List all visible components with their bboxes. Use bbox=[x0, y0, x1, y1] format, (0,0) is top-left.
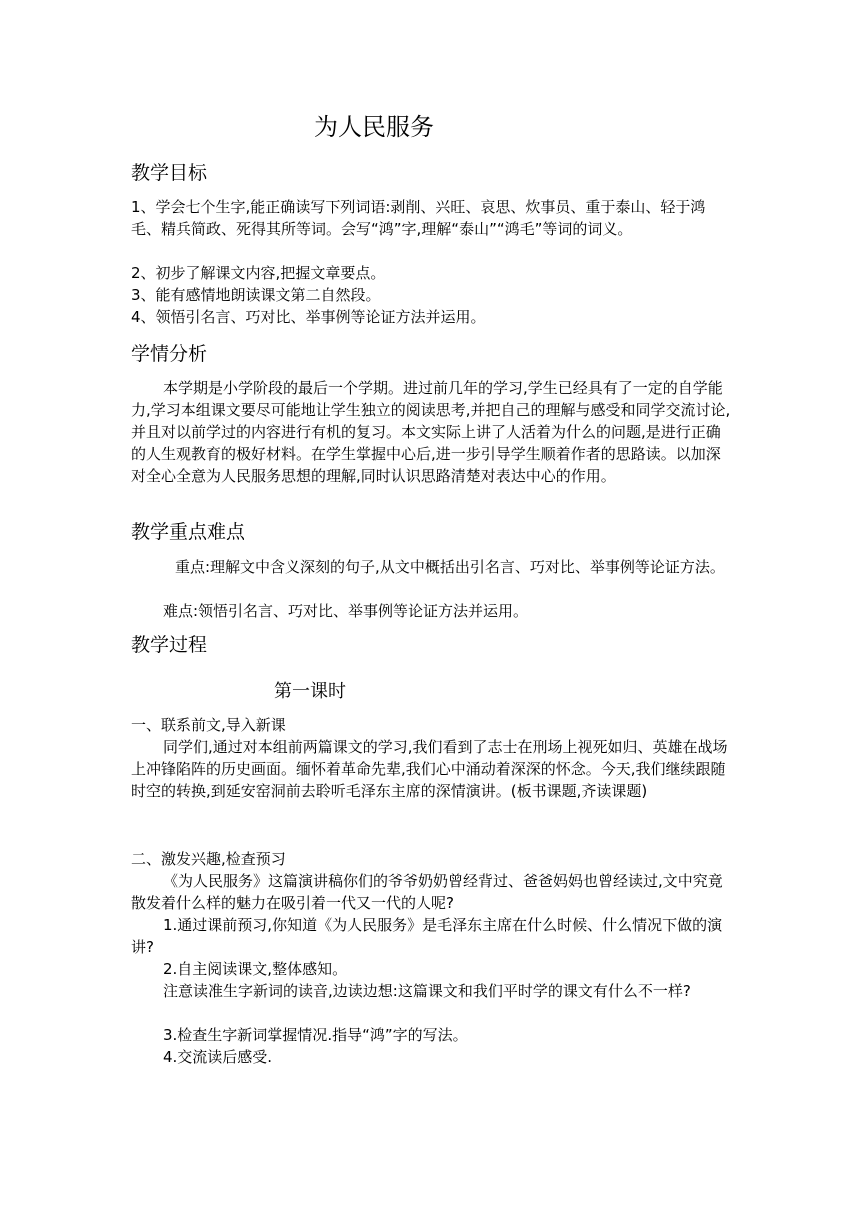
question-3: 3.检查生字新词掌握情况.指导“鸿”字的写法。 bbox=[163, 1026, 468, 1044]
question-1: 1.通过课前预习,你知道《为人民服务》是毛泽东主席在什么时候、什么情况下做的演讲? bbox=[131, 916, 723, 956]
step1-title: 一、联系前文,导入新课 bbox=[131, 716, 286, 734]
step2-title: 二、激发兴趣,检查预习 bbox=[131, 850, 286, 868]
step1-paragraph: 同学们,通过对本组前两篇课文的学习,我们看到了志士在刑场上视死如归、英雄在战场上冲锋陷阵的历史画面。缅怀着革命先辈,我们心中涌动着深深的怀念。今天,我们继续跟随时空的转换,到延安窑洞前去聆听毛泽东主席的深情演讲。(板书课题,齐读课题) bbox=[131, 738, 728, 800]
question-2-note: 注意读准生字新词的读音,边读边想:这篇课文和我们平时学的课文有什么不一样? bbox=[163, 982, 691, 1000]
heading-key-points: 教学重点难点 bbox=[131, 521, 246, 543]
question-2: 2.自主阅读课文,整体感知。 bbox=[163, 960, 348, 978]
focus-paragraph: 重点:理解文中含义深刻的句子,从文中概括出引名言、巧对比、举事例等论证方法。 bbox=[175, 558, 725, 576]
heading-teaching-process: 教学过程 bbox=[131, 634, 208, 656]
goal-item-2: 2、初步了解课文内容,把握文章要点。 bbox=[131, 264, 386, 282]
question-4: 4.交流读后感受. bbox=[163, 1048, 273, 1066]
step2-paragraph: 《为人民服务》这篇演讲稿你们的爷爷奶奶曾经背过、爸爸妈妈也曾经读过,文中究竟散发着什么样的魅力在吸引着一代又一代的人呢? bbox=[131, 872, 723, 912]
goal-item-3: 3、能有感情地朗读课文第二自然段。 bbox=[131, 286, 381, 304]
difficulty-paragraph: 难点:领悟引名言、巧对比、举事例等论证方法并运用。 bbox=[163, 602, 529, 620]
heading-teaching-goals: 教学目标 bbox=[131, 162, 208, 184]
heading-learning-analysis: 学情分析 bbox=[131, 343, 208, 365]
goal-item-4: 4、领悟引名言、巧对比、举事例等论证方法并运用。 bbox=[131, 308, 486, 326]
lesson-subtitle: 第一课时 bbox=[274, 681, 346, 702]
analysis-paragraph: 本学期是小学阶段的最后一个学期。进过前几年的学习,学生已经具有了一定的自学能力,学习本组课文要尽可能地让学生独立的阅读思考,并把自己的理解与感受和同学交流讨论,并且对以前学过的内容进行有机的复习。本文实际上讲了人活着为什么的问题,是进行正确的人生观教育的极好材料。在学生掌握中心后,进一步引导学生顺着作者的思路读。以加深对全心全意为人民服务思想的理解,同时认识思路清楚对表达中心的作用。 bbox=[131, 379, 731, 485]
goal-item-1: 1、学会七个生字,能正确读写下列词语:剥削、兴旺、哀思、炊事员、重于泰山、轻于鸿毛、精兵简政、死得其所等词。会写“鸿”字,理解“泰山”“鸿毛”等词的词义。 bbox=[131, 198, 706, 238]
document-title: 为人民服务 bbox=[314, 113, 434, 141]
